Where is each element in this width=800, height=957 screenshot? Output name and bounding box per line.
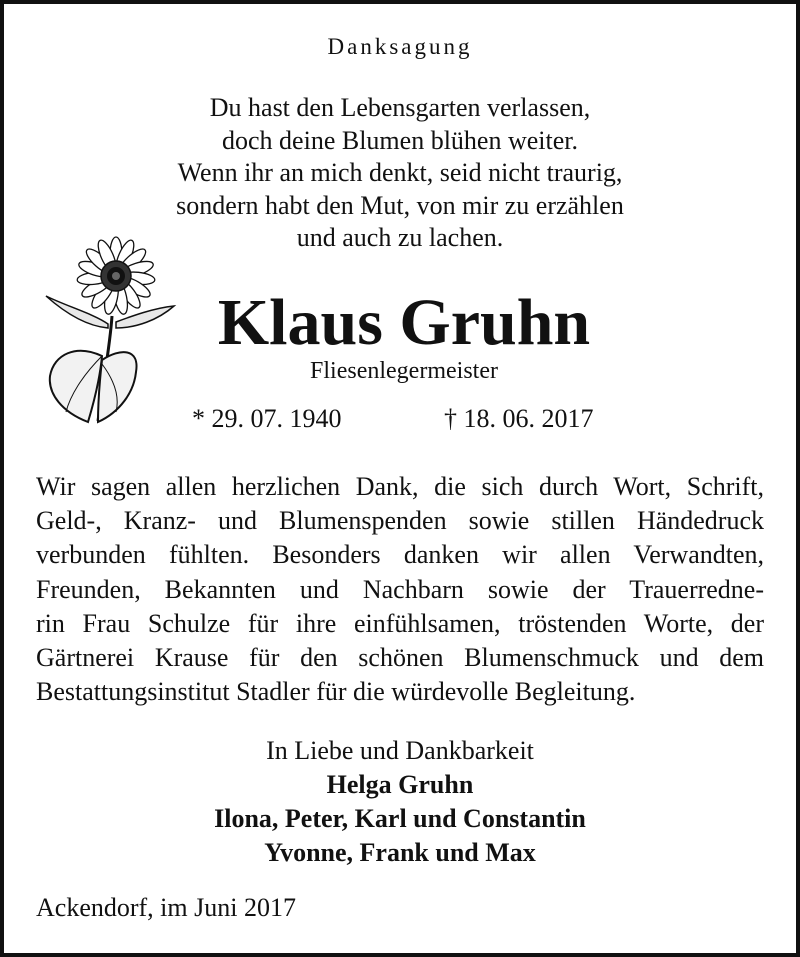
deceased-name: Klaus Gruhn [217, 286, 591, 359]
mourner-name: Yvonne, Frank und Max [264, 838, 536, 867]
death-date: † 18. 06. 2017 [444, 404, 594, 433]
closing-signature [4, 734, 796, 870]
text-line: Bestattungsinstitut Stadler für die würdevolle Begleitung. [36, 677, 636, 707]
poem-line: sondern habt den Mut, von mir zu erzählen [176, 190, 624, 220]
text-line: Geld-, Kranz- und Blumenspenden sowie stillen Händedruck [36, 506, 764, 536]
text-line: Freunden, Bekannten und Nachbarn sowie der Trauerredne- [36, 574, 764, 604]
mourner-name: Helga Gruhn [326, 770, 474, 799]
text-line: Gärtnerei Krause für den schönen Blumenschmuck und dem [36, 643, 764, 673]
birth-date: * 29. 07. 1940 [192, 404, 342, 433]
poem [4, 92, 796, 255]
thank-you-text [36, 470, 764, 709]
poem-line: und auch zu lachen. [296, 223, 504, 252]
text-line: rin Frau Schulze für ihre einfühlsamen, tröstenden Worte, der [36, 608, 764, 638]
heading: Danksagung [327, 34, 473, 59]
text-line: verbunden fühlten. Besonders danken wir allen Verwandten, [36, 540, 764, 570]
mourner-name: Ilona, Peter, Karl und Constantin [214, 804, 586, 833]
poem-line: Du hast den Lebensgarten verlassen, [209, 93, 591, 122]
poem-line: Wenn ihr an mich denkt, seid nicht traurig, [177, 158, 623, 187]
text-line: Wir sagen allen herzlichen Dank, die sich durch Wort, Schrift, [36, 472, 764, 501]
place-date: Ackendorf, im Juni 2017 [36, 893, 296, 922]
deceased-profession: Fliesenlegermeister [310, 358, 498, 384]
closing-intro: In Liebe und Dankbarkeit [266, 736, 534, 765]
poem-line: doch deine Blumen blühen weiter. [222, 125, 578, 155]
